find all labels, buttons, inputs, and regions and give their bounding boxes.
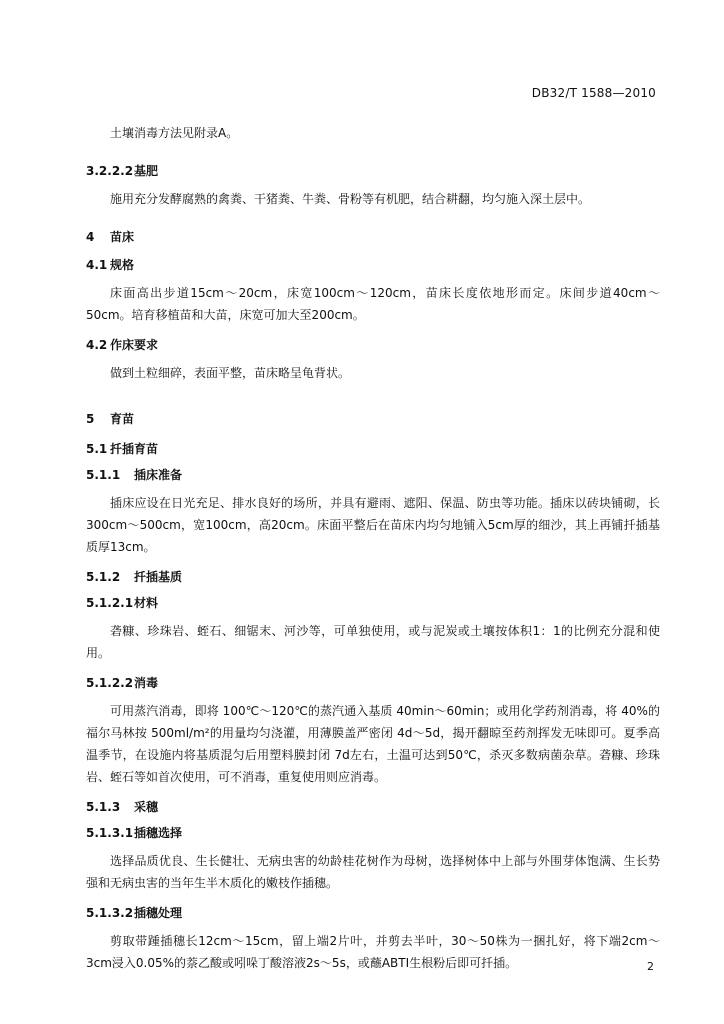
section-heading: [86, 410, 660, 428]
paragraph: 土壤消毒方法见附录A。: [110, 126, 239, 140]
section-heading: [86, 824, 660, 842]
section-heading: [86, 674, 660, 692]
section-heading: [86, 162, 660, 180]
spacer: [86, 894, 660, 904]
spacer: [86, 586, 660, 594]
spacer: [86, 558, 660, 568]
section-number: 5.1.2.2: [86, 676, 134, 690]
section-heading: [86, 256, 660, 274]
spacer: [86, 458, 660, 466]
section-number: 5.1.3: [86, 800, 121, 814]
spacer: [86, 354, 660, 362]
paragraph: 施用充分发酵腐熟的禽粪、干猪粪、牛粪、骨粉等有机肥，结合耕翻，均匀施入深土层中。: [110, 192, 591, 206]
spacer: [86, 484, 660, 492]
section-number: 3.2.2.2: [86, 164, 134, 178]
section-title: 插床准备: [134, 468, 183, 482]
spacer: [86, 922, 660, 930]
section-title: 育苗: [110, 412, 135, 426]
document-body: [86, 114, 660, 974]
section-title: 插穗处理: [134, 906, 183, 920]
spacer: [86, 114, 660, 122]
section-title: 采穗: [134, 800, 159, 814]
section-number: 4: [86, 230, 95, 244]
section-heading: [86, 568, 660, 586]
section-number: 5: [86, 412, 95, 426]
paragraph: 剪取带踵插穗长12cm～15cm，留上端2片叶，并剪去半叶，30～50株为一捆扎好，将下端2cm～3cm浸入0.05%的萘乙酸或吲哚丁酸溶液2s～5s，或蘸ABTⅠ生根粉后即可扦插。: [86, 934, 660, 970]
spacer: [86, 428, 660, 440]
spacer: [86, 326, 660, 336]
section-heading: [86, 440, 660, 458]
paragraph: 可用蒸汽消毒，即将 100℃～120℃的蒸汽通入基质 40min～60min；或用化学药剂消毒，将 40%的福尔马林按 500ml/m²的用量均匀浇灌，用薄膜盖严密闭 4d～5d，揭开翻晾至药剂挥发无味即可。夏季高温季节，在设施内将基质混匀后用塑料膜封闭 7d左右，土温可达到50℃，杀灭多数病菌杂草。砻糠、珍珠岩、蛭石等如首次使用，可不消毒，重复使用则应消毒。: [86, 704, 660, 784]
section-title: 规格: [110, 258, 135, 272]
spacer: [86, 612, 660, 620]
page-number: 2: [647, 960, 654, 973]
spacer: [86, 842, 660, 850]
section-number: 5.1: [86, 442, 108, 456]
section-number: 5.1.3.1: [86, 826, 134, 840]
section-title: 扦插基质: [134, 570, 183, 584]
section-title: 插穗选择: [134, 826, 183, 840]
section-number: 5.1.1: [86, 468, 121, 482]
section-title: 消毒: [134, 676, 159, 690]
section-number: 4.1: [86, 258, 108, 272]
spacer: [86, 384, 660, 410]
spacer: [86, 210, 660, 228]
section-number: 5.1.2.1: [86, 596, 134, 610]
section-heading: [86, 466, 660, 484]
section-heading: [86, 228, 660, 246]
section-heading: [86, 336, 660, 354]
section-number: 4.2: [86, 338, 108, 352]
section-title: 材料: [134, 596, 159, 610]
paragraph: 做到土粒细碎，表面平整，苗床略呈龟背状。: [110, 366, 351, 380]
document-code: DB32/T 1588—2010: [531, 86, 656, 100]
section-heading: [86, 594, 660, 612]
section-heading: [86, 904, 660, 922]
spacer: [86, 144, 660, 162]
paragraph: 插床应设在日光充足、排水良好的场所，并具有避雨、遮阳、保温、防虫等功能。插床以砖块铺砌，长300cm～500cm，宽100cm，高20cm。床面平整后在苗床内均匀地铺入5cm厚的细沙，其上再铺扦插基质厚13cm。: [86, 496, 660, 554]
section-title: 扦插育苗: [110, 442, 159, 456]
paragraph: 砻糠、珍珠岩、蛭石、细锯末、河沙等，可单独使用，或与泥炭或土壤按体积1：1的比例充分混和使用。: [86, 624, 660, 660]
section-number: 5.1.2: [86, 570, 121, 584]
spacer: [86, 788, 660, 798]
section-number: 5.1.3.2: [86, 906, 134, 920]
paragraph: 床面高出步道15cm～20cm，床宽100cm～120cm，苗床长度依地形而定。床间步道40cm～50cm。培育移植苗和大苗，床宽可加大至200cm。: [86, 286, 660, 322]
section-heading: [86, 798, 660, 816]
section-title: 苗床: [110, 230, 135, 244]
paragraph: 选择品质优良、生长健壮、无病虫害的幼龄桂花树作为母树，选择树体中上部与外围芽体饱满、生长势强和无病虫害的当年生半木质化的嫩枝作插穗。: [86, 854, 660, 890]
spacer: [86, 664, 660, 674]
spacer: [86, 816, 660, 824]
spacer: [86, 246, 660, 256]
section-title: 作床要求: [110, 338, 159, 352]
spacer: [86, 692, 660, 700]
spacer: [86, 180, 660, 188]
section-title: 基肥: [134, 164, 159, 178]
spacer: [86, 274, 660, 282]
